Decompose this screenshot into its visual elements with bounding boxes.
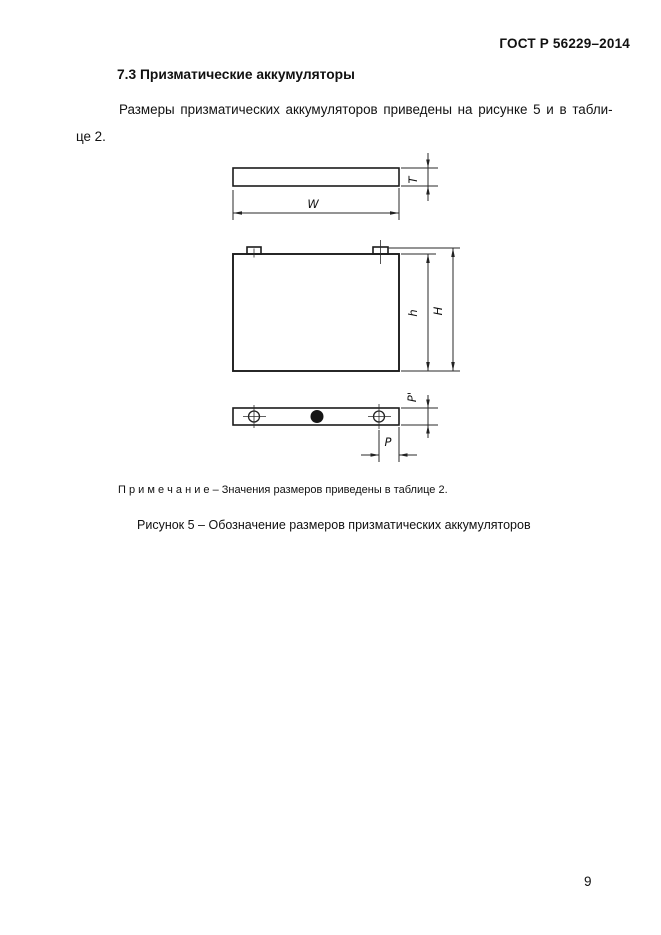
paragraph-line-1: Размеры призматических аккумуляторов приведены на рисунке 5 и в табли- <box>119 102 613 117</box>
paragraph-line-2: це 2. <box>76 129 106 144</box>
figure-note: П р и м е ч а н и е – Значения размеров приведены в таблице 2. <box>118 484 448 496</box>
width-label: W <box>307 197 319 211</box>
battery-side-view <box>233 153 438 220</box>
terminal-thickness-label: P' <box>405 391 419 403</box>
section-heading: 7.3 Призматические аккумуляторы <box>117 67 355 82</box>
battery-top-view <box>233 392 438 462</box>
side-view-outline <box>233 168 399 186</box>
battery-dimensions-figure <box>170 140 480 470</box>
doc-number: ГОСТ Р 56229–2014 <box>499 36 630 51</box>
vent-dot <box>311 410 324 423</box>
figure-caption: Рисунок 5 – Обозначение размеров призматических аккумуляторов <box>137 518 531 532</box>
front-view-outline <box>233 254 399 371</box>
battery-front-view <box>233 240 460 371</box>
terminal-offset-label: P <box>384 435 392 449</box>
thickness-label: T <box>406 176 420 184</box>
overall-height-label: H <box>431 306 445 316</box>
page-number: 9 <box>584 874 592 889</box>
body-height-label: h <box>406 309 420 317</box>
